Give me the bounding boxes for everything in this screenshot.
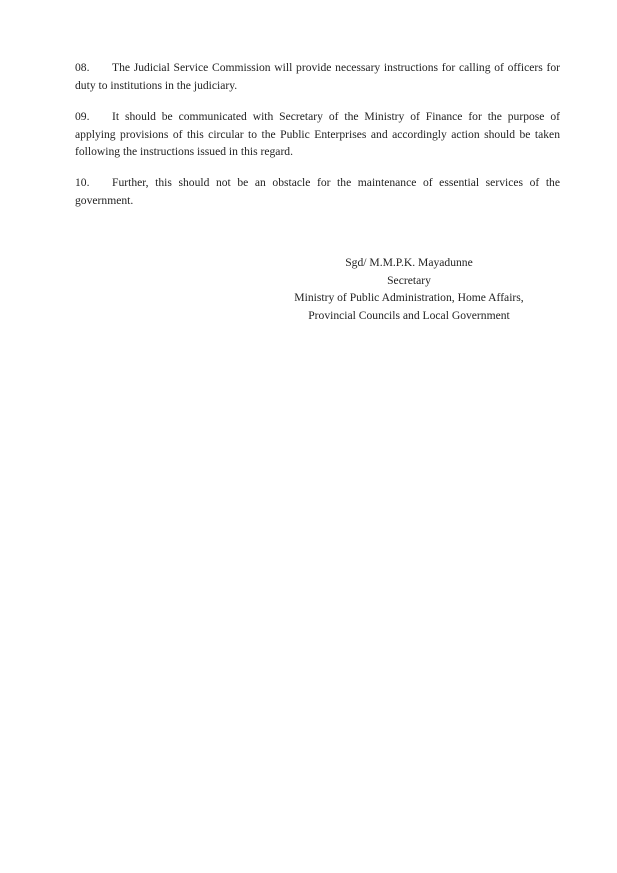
paragraph-number: 09. [75, 110, 90, 123]
paragraph-08 [75, 59, 560, 94]
ministry-name-line1: Ministry of Public Administration, Home Affairs, [294, 291, 524, 304]
paragraph-text: The Judicial Service Commission will provide necessary instructions for calling of officers for duty to institutions in the judiciary. [75, 61, 560, 92]
paragraph-number: 08. [75, 61, 90, 74]
paragraph-text: Further, this should not be an obstacle for the maintenance of essential services of the government. [75, 176, 560, 207]
signatory-title: Secretary [387, 273, 431, 287]
paragraph-text: It should be communicated with Secretary of the Ministry of Finance for the purpose of applying provisions of this circular to the Public Enterprises and accordingly action should be taken following the instructions issued in this regard. [75, 110, 560, 158]
paragraph-09 [75, 108, 560, 161]
ministry-name-line2: Provincial Councils and Local Government [308, 308, 510, 322]
paragraph-10 [75, 174, 560, 209]
signatory-name: Sgd/ M.M.P.K. Mayadunne [345, 256, 473, 269]
paragraph-number: 10. [75, 176, 90, 189]
signature-block [259, 254, 559, 324]
